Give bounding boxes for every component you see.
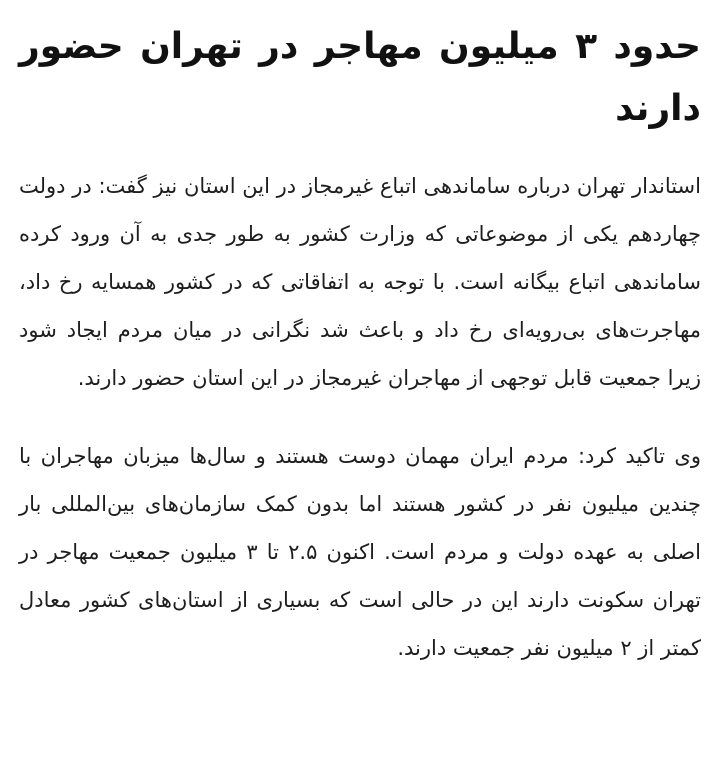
article-paragraph-1: استاندار تهران درباره ساماندهی اتباع غیرمجاز در این استان نیز گفت: در دولت چهاردهم یکی از موضوعاتی که وزارت کشور به طور جدی به آن ورود کرده ساماندهی اتباع بیگانه است. با توجه به اتفاقاتی که در کشور همسایه رخ داد، مهاجرت‌های بی‌رویه‌ای رخ داد و باعث شد نگرانی در میان مردم ایجاد شود زیرا جمعیت قابل توجهی از مهاجران غیرمجاز در این استان حضور دارند.: [19, 174, 701, 390]
article-paragraph-2: وی تاکید کرد: مردم ایران مهمان دوست هستند و سال‌ها میزبان مهاجران با چندین میلیون نفر در کشور هستند اما بدون کمک سازمان‌های بین‌المللی بار اصلی به عهده دولت و مردم است. اکنون ۲.۵ تا ۳ میلیون جمعیت مهاجر در تهران سکونت دارند این در حالی است که بسیاری از استان‌های کشور معادل کمتر از ۲ میلیون نفر جمعیت دارند.: [19, 444, 701, 660]
article-title: حدود ۳ میلیون مهاجر در تهران حضور دارند: [19, 26, 702, 129]
